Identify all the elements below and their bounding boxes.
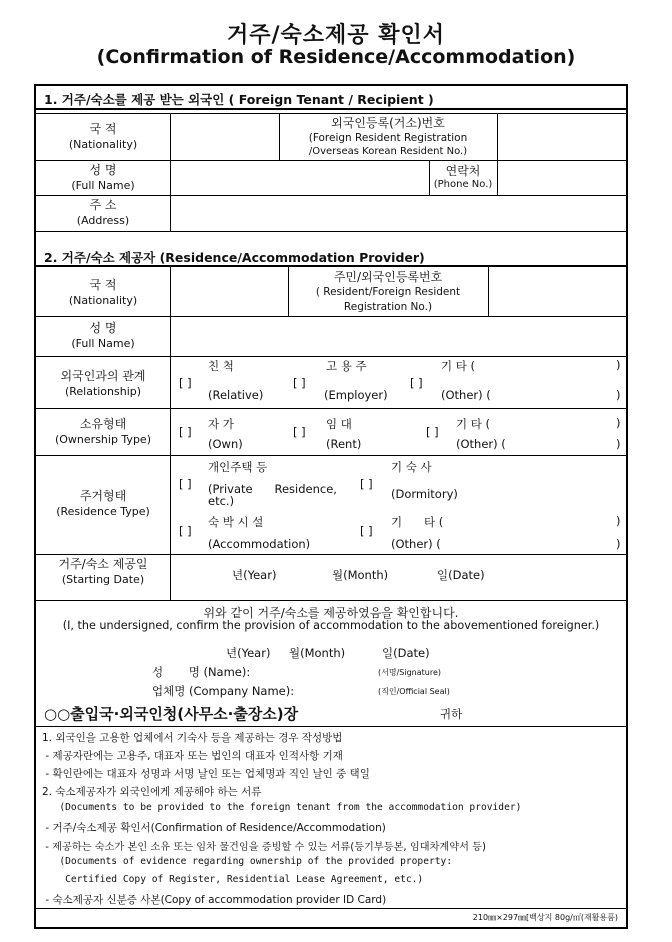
other-ownership-label-en: (Other) ( xyxy=(456,437,506,451)
note-line: - 확인란에는 대표자 성명과 서명 날인 또는 업체명과 직인 날인 중 택일 xyxy=(42,768,370,780)
other-relationship-checkbox[interactable]: [ ] xyxy=(410,376,423,390)
residence-type-label: 주거형태 (Residence Type) xyxy=(56,489,150,518)
tenant-address-field[interactable] xyxy=(171,196,626,230)
accommodation-label-en: (Accommodation) xyxy=(208,537,311,551)
provider-reg-no-field[interactable] xyxy=(489,267,626,315)
provider-nationality-label: 국 적 (Nationality) xyxy=(68,278,138,307)
private-residence-label-en2: etc.) xyxy=(208,494,235,508)
start-month-label: 월(Month) xyxy=(332,568,389,582)
reg-no-label: 외국인등록(거소)번호 (Foreign Resident Registration /Overseas Korean Resident No.) xyxy=(308,116,468,157)
bracket-close: ) xyxy=(616,388,621,402)
tenant-reg-no-field[interactable] xyxy=(498,114,626,159)
bracket-close: ) xyxy=(616,358,621,372)
phone-label: 연락처 (Phone No.) xyxy=(433,164,493,190)
grid-line xyxy=(36,600,626,601)
own-label: 자 가 xyxy=(208,417,234,431)
dormitory-label: 기 숙 사 xyxy=(391,460,432,474)
start-year-label: 년(Year) xyxy=(232,568,277,582)
own-checkbox[interactable]: [ ] xyxy=(179,425,192,439)
nationality-label: 국 적 (Nationality) xyxy=(68,122,138,151)
note-line: - 거주/숙소제공 확인서(Confirmation of Residence/Accommodation) xyxy=(42,822,386,834)
note-line: (Documents to be provided to the foreign tenant from the accommodation provider) xyxy=(42,802,522,813)
note-line: - 제공자란에는 고용주, 대표자 또는 법인의 대표자 인적사항 기재 xyxy=(42,750,343,762)
own-label-en: (Own) xyxy=(208,437,243,451)
rent-label: 임 대 xyxy=(326,417,352,431)
grid-line xyxy=(36,554,626,555)
note-line: (Documents of evidence regarding ownership of the provided property: xyxy=(42,856,453,867)
divider xyxy=(36,108,626,110)
bracket-close: ) xyxy=(616,437,621,451)
note-line: 1. 외국인을 고용한 업체에서 기숙사 등을 제공하는 경우 작성방법 xyxy=(42,732,343,744)
bracket-close: ) xyxy=(616,514,621,528)
grid-line xyxy=(36,356,626,357)
provider-reg-no-label: 주민/외국인등록번호 ( Resident/Foreign Resident Registration No.) xyxy=(315,270,461,313)
confirmation-statement-en: (I, the undersigned, confirm the provision of accommodation to the abovementioned foreigner.) xyxy=(62,619,600,632)
accommodation-checkbox[interactable]: [ ] xyxy=(179,524,192,538)
official-seal-placeholder: (직인/Official Seal) xyxy=(378,687,450,696)
section2-heading: 2. 거주/숙소 제공자 (Residence/Accommodation Provider) xyxy=(44,250,425,265)
dormitory-checkbox[interactable]: [ ] xyxy=(360,477,373,491)
private-residence-label: 개인주택 등 xyxy=(208,460,268,474)
form-title-korean: 거주/숙소제공 확인서 xyxy=(227,23,445,48)
other-residence-label-en: (Other) ( xyxy=(391,537,441,551)
addressee: ○○출입국·외국인청(사무소·출장소)장 xyxy=(44,705,299,723)
confirm-year-label: 년(Year) xyxy=(226,646,271,660)
other-residence-label: 기 타 ( xyxy=(391,515,444,529)
employer-checkbox[interactable]: [ ] xyxy=(293,376,306,390)
provider-nationality-field[interactable] xyxy=(171,267,287,315)
provider-name-field[interactable] xyxy=(171,317,626,355)
provider-name-label: 성 명 (Full Name) xyxy=(71,321,135,350)
grid-line xyxy=(36,455,626,456)
bracket-close: ) xyxy=(616,416,621,430)
other-residence-checkbox[interactable]: [ ] xyxy=(360,524,373,538)
relative-label: 친 척 xyxy=(208,359,234,373)
note-line: - 제공하는 숙소가 본인 소유 또는 임차 물건임을 증빙할 수 있는 서류(등기부등본, 임대차계약서 등) xyxy=(42,842,486,853)
tenant-phone-field[interactable] xyxy=(498,161,626,194)
signer-name-label: 성 명 (Name): xyxy=(152,665,251,679)
accommodation-label: 숙 박 시 설 xyxy=(208,515,264,529)
note-line: - 숙소제공자 신분증 사본(Copy of accommodation provider ID Card) xyxy=(42,894,387,906)
ownership-label: 소유형태 (Ownership Type) xyxy=(54,417,151,446)
note-line: 2. 숙소제공자가 외국인에게 제공해야 하는 서류 xyxy=(42,786,262,798)
confirm-day-label: 일(Date) xyxy=(382,646,430,660)
other-relationship-label: 기 타 ( xyxy=(441,359,476,373)
start-day-label: 일(Date) xyxy=(437,568,485,582)
section1-heading: 1. 거주/숙소를 제공 받는 외국인 ( Foreign Tenant / Recipient ) xyxy=(44,92,434,107)
other-ownership-label: 기 타 ( xyxy=(456,417,491,431)
form-frame xyxy=(34,84,628,929)
paper-spec-footer: 210㎜×297㎜[백상지 80g/㎡(재활용품) xyxy=(472,913,618,922)
company-name-label: 업체명 (Company Name): xyxy=(152,684,295,698)
name-label: 성 명 (Full Name) xyxy=(71,163,135,192)
employer-label: 고 용 주 xyxy=(326,359,367,373)
starting-date-label: 거주/숙소 제공일 (Starting Date) xyxy=(58,557,148,586)
address-label: 주 소 (Address) xyxy=(76,198,130,227)
tenant-name-field[interactable] xyxy=(171,161,428,194)
divider xyxy=(36,908,626,909)
other-relationship-label-en: (Other) ( xyxy=(441,388,491,402)
other-ownership-checkbox[interactable]: [ ] xyxy=(426,425,439,439)
rent-label-en: (Rent) xyxy=(326,437,362,451)
rent-checkbox[interactable]: [ ] xyxy=(293,425,306,439)
note-line: Certified Copy of Register, Residential Lease Agreement, etc.) xyxy=(42,874,424,885)
relative-checkbox[interactable]: [ ] xyxy=(179,376,192,390)
honorific: 귀하 xyxy=(440,707,463,721)
grid-line xyxy=(36,408,626,409)
divider xyxy=(36,726,626,727)
confirm-month-label: 월(Month) xyxy=(289,646,346,660)
signature-placeholder: (서명/Signature) xyxy=(378,668,441,677)
bracket-close: ) xyxy=(616,537,621,551)
dormitory-label-en: (Dormitory) xyxy=(391,487,458,501)
confirmation-statement: 위와 같이 거주/숙소를 제공하였음을 확인합니다. xyxy=(203,606,459,620)
employer-label-en: (Employer) xyxy=(324,388,388,402)
form-title-english: (Confirmation of Residence/Accommodation) xyxy=(96,46,576,68)
tenant-nationality-field[interactable] xyxy=(171,114,278,159)
relative-label-en: (Relative) xyxy=(208,388,264,402)
relationship-label: 외국인과의 관계 (Relationship) xyxy=(60,369,146,398)
grid-line xyxy=(36,231,626,232)
private-residence-checkbox[interactable]: [ ] xyxy=(179,477,192,491)
private-residence-label-en: (Private Residence, xyxy=(208,482,337,496)
